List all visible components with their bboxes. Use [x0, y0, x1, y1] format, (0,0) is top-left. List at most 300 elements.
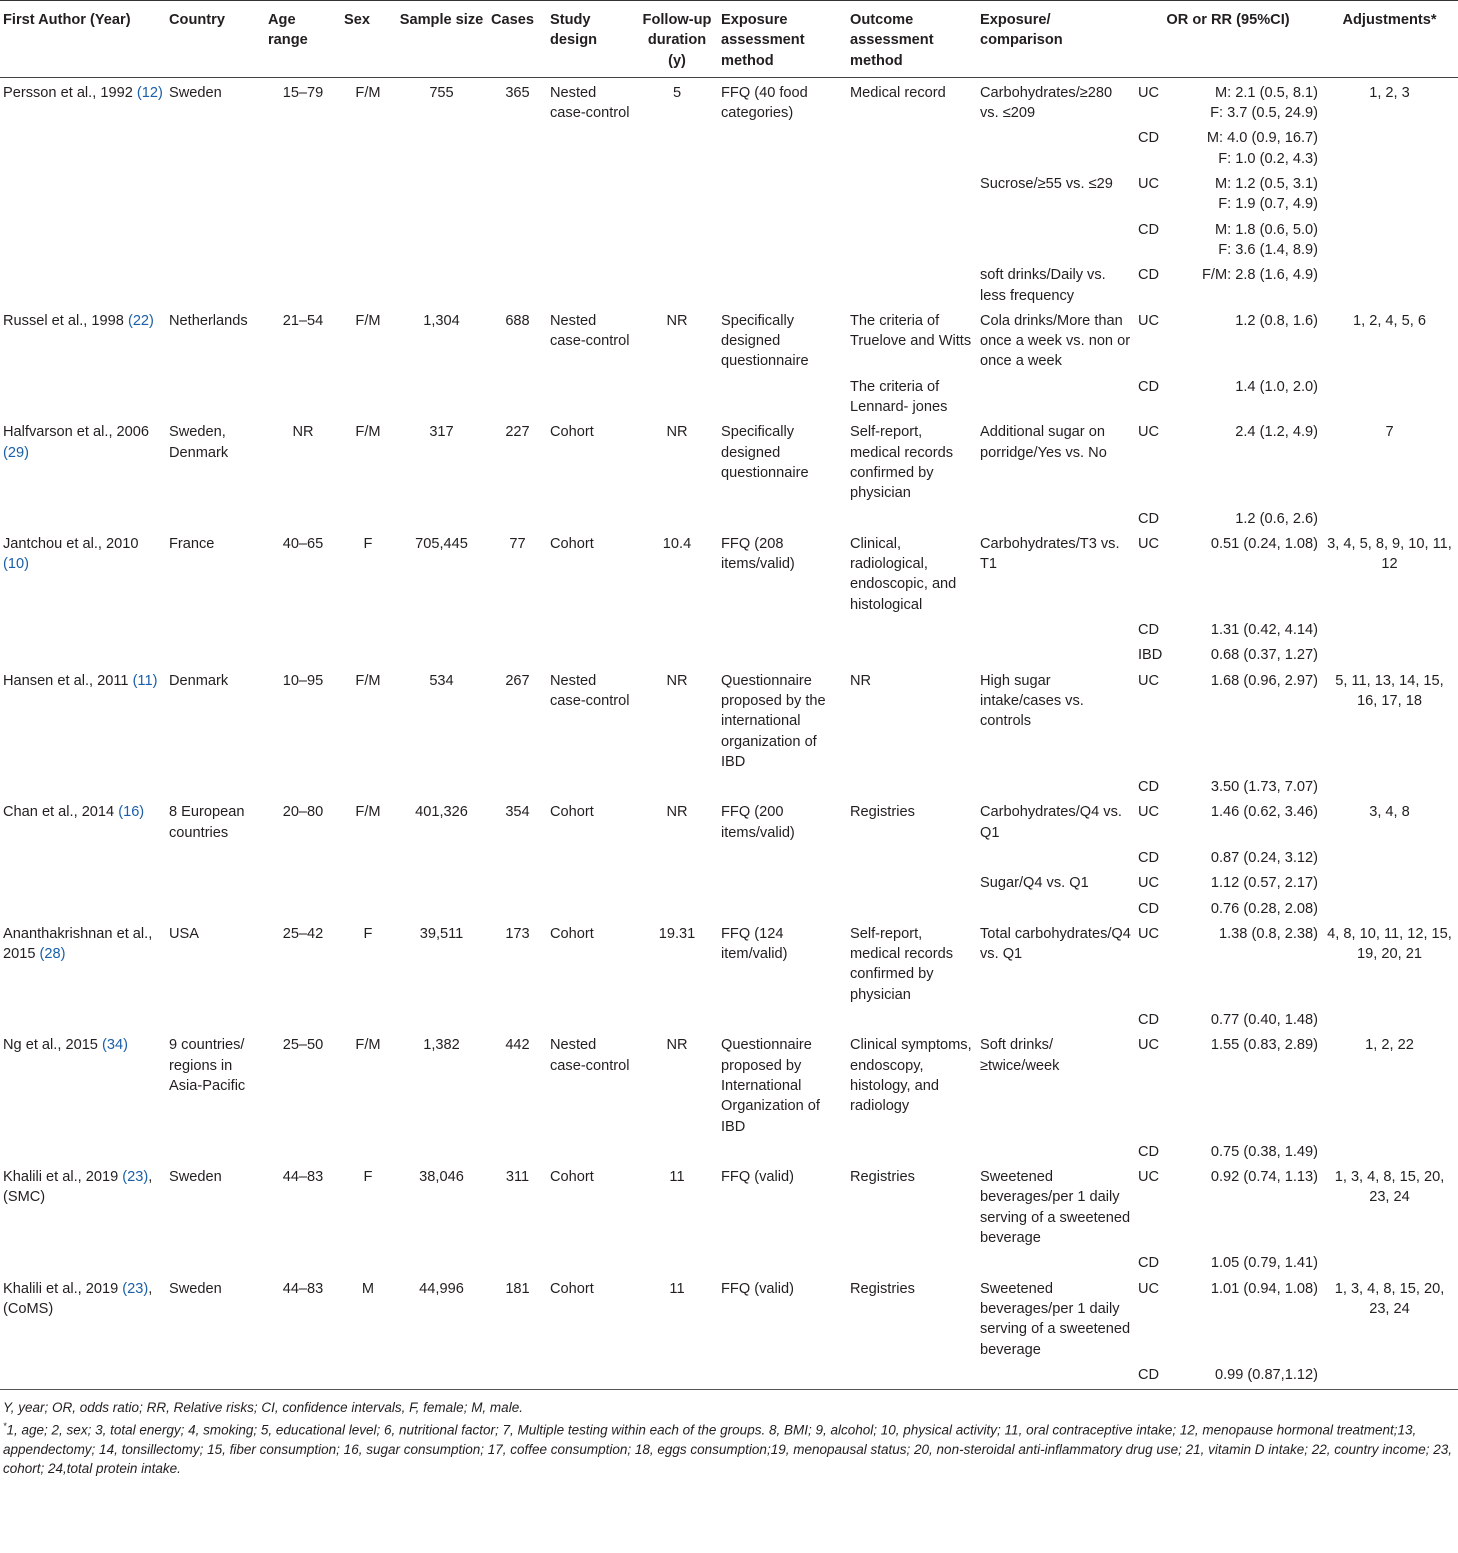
cell-sex	[341, 504, 395, 529]
estimate-line: 2.4 (1.2, 4.9)	[1235, 424, 1318, 441]
cell-dx: UC	[1138, 1037, 1160, 1054]
estimate-line: 1.05 (0.79, 1.41)	[1210, 1255, 1318, 1272]
cell-dx: CD	[1138, 130, 1160, 147]
estimate-line: 1.12 (0.57, 2.17)	[1210, 875, 1318, 892]
cell-design	[547, 894, 636, 919]
cell-follow: 19.31	[658, 925, 696, 942]
cell-country	[166, 372, 265, 418]
header-row	[0, 1, 1458, 78]
cell-age: 21–54	[282, 312, 324, 329]
cell-age	[265, 894, 341, 919]
cell-outcome-method	[847, 1005, 977, 1030]
table-row	[0, 1248, 1458, 1273]
cell-author	[0, 640, 166, 665]
cell-follow: NR	[666, 312, 688, 329]
cell-dx: CD	[1138, 779, 1160, 796]
cell-design: Nested case-control	[550, 84, 630, 122]
cell-or	[1177, 868, 1321, 893]
cell-exposure-method: FFQ (200 items/valid)	[721, 804, 795, 841]
cell-follow	[636, 169, 718, 215]
cell-sex: F/M	[355, 1037, 381, 1054]
cell-country	[166, 1005, 265, 1030]
cell-country	[166, 504, 265, 529]
cell-author	[0, 919, 166, 1005]
cell-follow: NR	[666, 1037, 688, 1054]
cell-outcome-method: The criteria of Truelove and Witts	[850, 312, 972, 350]
cell-dx: UC	[1138, 424, 1160, 441]
cell-age: 44–83	[282, 1169, 324, 1186]
cell-age: 25–42	[282, 925, 324, 942]
cell-cases: 173	[505, 925, 530, 942]
cell-cases	[488, 772, 547, 797]
cell-sample	[395, 772, 488, 797]
cell-outcome-method: Registries	[850, 804, 915, 821]
cell-exposure-method	[718, 504, 847, 529]
cell-country: 8 European countries	[169, 804, 245, 841]
cell-follow	[636, 260, 718, 306]
cell-outcome-method	[847, 894, 977, 919]
cell-adjustments	[1321, 843, 1458, 868]
table-row	[0, 260, 1458, 306]
cell-outcome-method: NR	[850, 672, 872, 689]
cell-sex	[341, 123, 395, 169]
cell-age	[265, 504, 341, 529]
cell-follow	[636, 894, 718, 919]
cell-sample: 705,445	[415, 535, 468, 552]
cell-sample	[395, 1360, 488, 1385]
cell-sex	[341, 772, 395, 797]
cell-sex	[341, 260, 395, 306]
estimate-line: 0.87 (0.24, 3.12)	[1210, 849, 1318, 866]
header-or: OR or RR (95%CI)	[1135, 1, 1321, 78]
cell-follow	[636, 1005, 718, 1030]
author-name: Ananthakrishnan et al., 2015	[3, 925, 153, 963]
author-name: Halfvarson et al., 2006	[3, 424, 150, 441]
cell-dx: UC	[1138, 875, 1160, 892]
cell-comparison: Total carbohydrates/Q4 vs. Q1	[980, 925, 1131, 963]
estimate-line: F: 3.6 (1.4, 8.9)	[1218, 241, 1318, 258]
cell-country	[166, 868, 265, 893]
cell-exposure-method	[718, 260, 847, 306]
cell-or	[1177, 797, 1321, 843]
cell-adjustments	[1321, 772, 1458, 797]
cell-sample: 534	[429, 672, 454, 689]
cell-cases: 688	[505, 312, 530, 329]
cell-follow	[636, 1360, 718, 1385]
cell-exposure-method	[718, 868, 847, 893]
cell-age	[265, 615, 341, 640]
cell-country: Sweden, Denmark	[169, 424, 229, 461]
cell-sample	[395, 640, 488, 665]
cell-author	[0, 1248, 166, 1273]
cell-sample: 1,304	[423, 312, 460, 329]
header-country: Country	[166, 1, 265, 78]
cell-exposure-method	[718, 1360, 847, 1385]
estimate-line: M: 1.8 (0.6, 5.0)	[1214, 221, 1318, 238]
cell-or	[1177, 615, 1321, 640]
cell-comparison	[977, 772, 1135, 797]
cell-comparison: soft drinks/Daily vs. less frequency	[980, 267, 1106, 304]
cell-or	[1177, 843, 1321, 868]
cell-follow: NR	[666, 424, 688, 441]
cell-sample	[395, 1137, 488, 1162]
cell-design	[547, 640, 636, 665]
citation-link[interactable]: (23)	[122, 1169, 149, 1186]
cell-design: Nested case-control	[550, 312, 630, 350]
cell-adjustments: 1, 2, 3	[1369, 84, 1410, 101]
cell-dx: CD	[1138, 267, 1160, 284]
estimate-line: 1.2 (0.8, 1.6)	[1235, 312, 1318, 329]
cell-cases	[488, 504, 547, 529]
cell-exposure-method	[718, 843, 847, 868]
estimate-line: F: 3.7 (0.5, 24.9)	[1210, 105, 1318, 122]
cell-dx: IBD	[1138, 647, 1163, 664]
cell-sex: F	[363, 925, 373, 942]
cell-cases	[488, 615, 547, 640]
header-author: First Author (Year)	[0, 1, 166, 78]
cell-follow: 5	[672, 84, 682, 101]
cell-author	[0, 1274, 166, 1360]
cell-author	[0, 843, 166, 868]
citation-link[interactable]: (28)	[39, 946, 66, 963]
cell-follow	[636, 1137, 718, 1162]
estimate-line: M: 1.2 (0.5, 3.1)	[1214, 176, 1318, 193]
author-name: Russel et al., 1998	[3, 312, 124, 329]
cell-comparison	[977, 372, 1135, 418]
cell-cases	[488, 640, 547, 665]
citation-link[interactable]: (10)	[3, 556, 29, 573]
cell-outcome-method: Self-report, medical records confirmed by physician	[850, 925, 954, 1003]
cell-exposure-method	[718, 1248, 847, 1273]
cell-comparison	[977, 123, 1135, 169]
cell-comparison	[977, 894, 1135, 919]
header-exposure-method: Exposure assessment method	[718, 1, 847, 78]
cell-sex: F/M	[355, 804, 381, 821]
cell-design: Cohort	[550, 1169, 594, 1186]
cell-country: Denmark	[169, 672, 229, 689]
header-sample-size: Sample size	[395, 1, 488, 78]
cell-exposure-method: FFQ (valid)	[721, 1280, 794, 1297]
estimate-line: 1.55 (0.83, 2.89)	[1210, 1037, 1318, 1054]
cell-dx: CD	[1138, 510, 1160, 527]
cell-sex	[341, 1137, 395, 1162]
cell-country: Sweden	[169, 84, 222, 101]
estimate-line: 1.4 (1.0, 2.0)	[1235, 378, 1318, 395]
cell-sample: 317	[429, 424, 454, 441]
estimate-line: 0.68 (0.37, 1.27)	[1210, 647, 1318, 664]
estimate-line: 0.75 (0.38, 1.49)	[1210, 1143, 1318, 1160]
cell-age: 20–80	[282, 804, 324, 821]
cell-country: Sweden	[169, 1169, 222, 1186]
cell-country	[166, 215, 265, 261]
cell-author	[0, 1162, 166, 1248]
cell-follow: NR	[666, 672, 688, 689]
cell-cases	[488, 169, 547, 215]
cell-exposure-method	[718, 894, 847, 919]
cell-follow: 11	[669, 1169, 685, 1186]
cell-author	[0, 306, 166, 372]
header-comparison: Exposure/ comparison	[977, 1, 1135, 78]
citation-link[interactable]: (23)	[122, 1280, 149, 1297]
cell-sample: 39,511	[419, 925, 464, 942]
cell-cases	[488, 215, 547, 261]
cell-comparison	[977, 215, 1135, 261]
cell-exposure-method: Questionnaire proposed by the international organization of IBD	[721, 672, 826, 770]
header-age-range: Age range	[265, 1, 341, 78]
estimate-line: 1.46 (0.62, 3.46)	[1210, 804, 1318, 821]
cell-dx: CD	[1138, 849, 1160, 866]
estimate-line: F: 1.0 (0.2, 4.3)	[1218, 150, 1318, 167]
cell-sample	[395, 504, 488, 529]
cell-exposure-method: FFQ (valid)	[721, 1169, 794, 1186]
cell-author	[0, 123, 166, 169]
cell-or	[1177, 1137, 1321, 1162]
cell-sex: F/M	[355, 312, 381, 329]
cell-author	[0, 797, 166, 843]
cell-adjustments	[1321, 169, 1458, 215]
cell-adjustments	[1321, 894, 1458, 919]
cell-sample: 38,046	[419, 1169, 464, 1186]
cell-author	[0, 1005, 166, 1030]
estimate-line: 3.50 (1.73, 7.07)	[1210, 779, 1318, 796]
cell-exposure-method	[718, 1005, 847, 1030]
estimate-line: 0.51 (0.24, 1.08)	[1210, 535, 1318, 552]
citation-link[interactable]: (11)	[132, 672, 158, 689]
cell-cases: 365	[505, 84, 530, 101]
cell-author	[0, 417, 166, 503]
cell-cases	[488, 1005, 547, 1030]
cell-country	[166, 843, 265, 868]
cell-design: Cohort	[550, 535, 594, 552]
author-name: Chan et al., 2014	[3, 804, 115, 821]
cell-dx: CD	[1138, 1255, 1160, 1272]
footnote-mark: *	[3, 1421, 7, 1432]
table-row	[0, 1005, 1458, 1030]
cell-sex	[341, 1248, 395, 1273]
author-name: Jantchou et al., 2010	[3, 535, 139, 552]
cell-design: Nested case-control	[550, 1037, 630, 1074]
cell-or	[1177, 260, 1321, 306]
cell-exposure-method: Questionnaire proposed by International Organization of IBD	[721, 1037, 820, 1135]
cell-author	[0, 504, 166, 529]
cell-sex	[341, 372, 395, 418]
cell-author	[0, 1030, 166, 1136]
cell-dx: UC	[1138, 84, 1160, 101]
estimate-line: 1.68 (0.96, 2.97)	[1210, 672, 1318, 689]
abbreviations-note: Y, year; OR, odds ratio; RR, Relative risks; CI, confidence intervals, F, female; M, male.	[3, 1400, 523, 1416]
cell-age	[265, 843, 341, 868]
cell-age	[265, 1005, 341, 1030]
cell-age: 40–65	[282, 535, 324, 552]
cell-or	[1177, 169, 1321, 215]
cell-comparison	[977, 504, 1135, 529]
cell-dx: UC	[1138, 672, 1160, 689]
header-study-design: Study design	[547, 1, 636, 78]
cell-sample	[395, 843, 488, 868]
cell-country	[166, 1137, 265, 1162]
estimate-line: 0.76 (0.28, 2.08)	[1210, 900, 1318, 917]
cell-sex: F/M	[355, 424, 381, 441]
cell-outcome-method: Clinical symptoms, endoscopy, histology, and radiology	[850, 1037, 972, 1115]
cell-comparison: Sweetened beverages/per 1 daily serving of a sweetened beverage	[980, 1169, 1131, 1247]
cell-sex: F/M	[355, 84, 381, 101]
cell-adjustments: 7	[1385, 424, 1394, 441]
cell-adjustments: 1, 2, 22	[1365, 1037, 1414, 1054]
cell-design	[547, 1137, 636, 1162]
cell-or	[1177, 1030, 1321, 1136]
adjustments-note-text: 1, age; 2, sex; 3, total energy; 4, smoking; 5, educational level; 6, nutritional factor; 7, Multiple testing within each of the groups. 8, BMI; 9, alcohol; 10, physical activity; 11, oral contraceptive intake; 12, menopause hormonal treatment;13, appendectomy; 14, tonsillectomy; 15, fiber consumption; 16, sugar consumption; 17, coffee consumption; 18, eggs consumption;19, menopausal status; 20, non-steroidal anti-inflammatory drug use; 21, vitamin D intake; 22, country income; 23, cohort; 24,total protein intake.	[3, 1422, 1453, 1476]
cell-comparison: Cola drinks/More than once a week vs. non or once a week	[980, 312, 1131, 370]
cell-or	[1177, 640, 1321, 665]
cell-author	[0, 1360, 166, 1385]
cell-or	[1177, 123, 1321, 169]
table-row	[0, 215, 1458, 261]
cell-or	[1177, 1360, 1321, 1385]
cell-country	[166, 123, 265, 169]
cell-age	[265, 640, 341, 665]
cell-design	[547, 260, 636, 306]
cell-outcome-method	[847, 123, 977, 169]
citation-link[interactable]: (34)	[102, 1037, 128, 1054]
table-row	[0, 843, 1458, 868]
cell-comparison: Sugar/Q4 vs. Q1	[980, 875, 1089, 892]
cell-adjustments: 1, 2, 4, 5, 6	[1352, 312, 1427, 329]
cell-adjustments: 3, 4, 8	[1369, 804, 1410, 821]
cell-dx: CD	[1138, 1012, 1160, 1029]
citation-link[interactable]: (16)	[118, 804, 145, 821]
author-name: Ng et al., 2015	[3, 1037, 98, 1054]
cell-sex	[341, 1005, 395, 1030]
cell-follow	[636, 868, 718, 893]
cell-cases	[488, 894, 547, 919]
cell-age	[265, 215, 341, 261]
table-row	[0, 868, 1458, 893]
author-name: Hansen et al., 2011	[3, 672, 129, 689]
cell-outcome-method: Registries	[850, 1280, 915, 1297]
cell-follow	[636, 772, 718, 797]
cell-author	[0, 77, 166, 123]
cell-comparison: Sweetened beverages/per 1 daily serving of a sweetened beverage	[980, 1280, 1131, 1358]
estimate-line: 0.99 (0.87,1.12)	[1214, 1366, 1318, 1383]
cell-follow	[636, 504, 718, 529]
cell-adjustments	[1321, 640, 1458, 665]
cell-outcome-method: The criteria of Lennard- jones	[850, 378, 948, 416]
cell-follow	[636, 372, 718, 418]
cell-sample	[395, 1005, 488, 1030]
estimate-line: M: 4.0 (0.9, 16.7)	[1206, 130, 1318, 147]
cell-age: 44–83	[282, 1280, 324, 1297]
cell-age	[265, 772, 341, 797]
cell-comparison	[977, 843, 1135, 868]
cell-author	[0, 772, 166, 797]
cell-sex	[341, 169, 395, 215]
cell-age	[265, 169, 341, 215]
cell-adjustments: 4, 8, 10, 11, 12, 15, 19, 20, 21	[1327, 925, 1452, 963]
cell-adjustments: 5, 11, 13, 14, 15, 16, 17, 18	[1335, 672, 1444, 709]
cell-dx: CD	[1138, 378, 1160, 395]
cell-age	[265, 123, 341, 169]
cell-country: France	[169, 535, 215, 552]
citation-link[interactable]: (22)	[127, 312, 154, 329]
cell-or	[1177, 417, 1321, 503]
cell-or	[1177, 529, 1321, 615]
cell-outcome-method	[847, 260, 977, 306]
cell-follow: 10.4	[662, 535, 692, 552]
cell-sample: 44,996	[419, 1280, 464, 1297]
cell-sex: F	[363, 1169, 373, 1186]
cell-dx: CD	[1138, 1143, 1160, 1160]
table-row	[0, 797, 1458, 843]
cell-design	[547, 372, 636, 418]
cell-or	[1177, 919, 1321, 1005]
cell-or	[1177, 894, 1321, 919]
cell-dx: CD	[1138, 221, 1160, 238]
cell-cases	[488, 868, 547, 893]
cell-adjustments	[1321, 615, 1458, 640]
author-name: Khalili et al., 2019	[3, 1169, 119, 1186]
cell-exposure-method	[718, 1137, 847, 1162]
cell-exposure-method	[718, 123, 847, 169]
cell-design	[547, 615, 636, 640]
cell-outcome-method	[847, 640, 977, 665]
citation-link[interactable]: (12)	[136, 84, 163, 101]
cell-country: 9 countries/ regions in Asia-Pacific	[169, 1037, 246, 1094]
table-row	[0, 1030, 1458, 1136]
cell-adjustments	[1321, 372, 1458, 418]
table-footnotes	[0, 1389, 1458, 1478]
cell-follow: 11	[669, 1280, 685, 1297]
cell-follow	[636, 1248, 718, 1273]
estimate-line: F: 1.9 (0.7, 4.9)	[1218, 196, 1318, 213]
cell-country	[166, 169, 265, 215]
cell-adjustments	[1321, 1248, 1458, 1273]
cell-age: NR	[292, 424, 314, 441]
cell-exposure-method	[718, 640, 847, 665]
cell-age: 10–95	[282, 672, 324, 689]
cell-author	[0, 529, 166, 615]
cell-age: 25–50	[282, 1037, 324, 1054]
cell-follow	[636, 640, 718, 665]
cell-comparison: Carbohydrates/Q4 vs. Q1	[980, 804, 1122, 841]
cell-design	[547, 1248, 636, 1273]
cell-comparison: Soft drinks/≥twice/week	[980, 1037, 1060, 1074]
cell-country	[166, 1248, 265, 1273]
cell-sample	[395, 123, 488, 169]
cell-country: Netherlands	[169, 312, 248, 329]
cell-exposure-method: Specifically designed questionnaire	[721, 312, 809, 370]
cell-country	[166, 615, 265, 640]
cell-cases: 77	[509, 535, 526, 552]
table-row	[0, 123, 1458, 169]
cell-design: Cohort	[550, 1280, 594, 1297]
cell-follow	[636, 215, 718, 261]
cell-cases	[488, 843, 547, 868]
cell-age	[265, 1137, 341, 1162]
cell-sample	[395, 169, 488, 215]
cell-outcome-method	[847, 843, 977, 868]
citation-link[interactable]: (29)	[3, 444, 29, 461]
cell-dx: CD	[1138, 1366, 1160, 1383]
cell-follow: NR	[666, 804, 688, 821]
cell-outcome-method	[847, 1137, 977, 1162]
cell-sex: F	[363, 535, 373, 552]
cell-exposure-method	[718, 372, 847, 418]
estimate-line: M: 2.1 (0.5, 8.1)	[1214, 84, 1318, 101]
header-outcome-method: Outcome assessment method	[847, 1, 977, 78]
table-row	[0, 640, 1458, 665]
cell-sex	[341, 640, 395, 665]
cell-sex	[341, 843, 395, 868]
